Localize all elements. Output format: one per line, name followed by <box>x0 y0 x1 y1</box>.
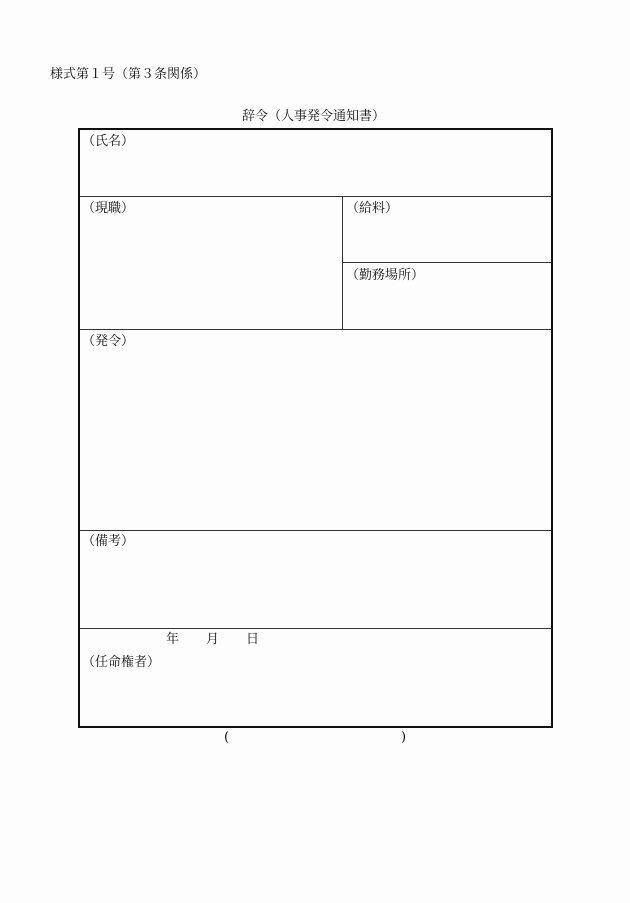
divider <box>342 262 551 263</box>
divider <box>80 530 551 531</box>
divider <box>80 329 551 330</box>
remarks-label: （備考） <box>82 534 135 549</box>
date-day: 日 <box>246 632 260 647</box>
date-year: 年 <box>166 632 180 647</box>
footer-open-paren: ( <box>224 730 230 745</box>
appointing-authority-label: （任命権者） <box>82 655 161 670</box>
footer-close-paren: ) <box>401 730 407 745</box>
form-number: 様式第１号（第３条関係） <box>50 67 207 82</box>
divider <box>80 628 551 629</box>
divider <box>80 196 551 197</box>
document-title: 辞令（人事発令通知書） <box>242 109 386 124</box>
workplace-label: （勤務場所） <box>346 268 425 283</box>
current-position-label: （現職） <box>82 201 135 216</box>
date-month: 月 <box>206 632 220 647</box>
appointment-label: （発令） <box>82 334 135 349</box>
salary-label: （給料） <box>346 201 399 216</box>
appointment-form-table <box>78 128 553 728</box>
name-field-label: （氏名） <box>82 134 135 149</box>
